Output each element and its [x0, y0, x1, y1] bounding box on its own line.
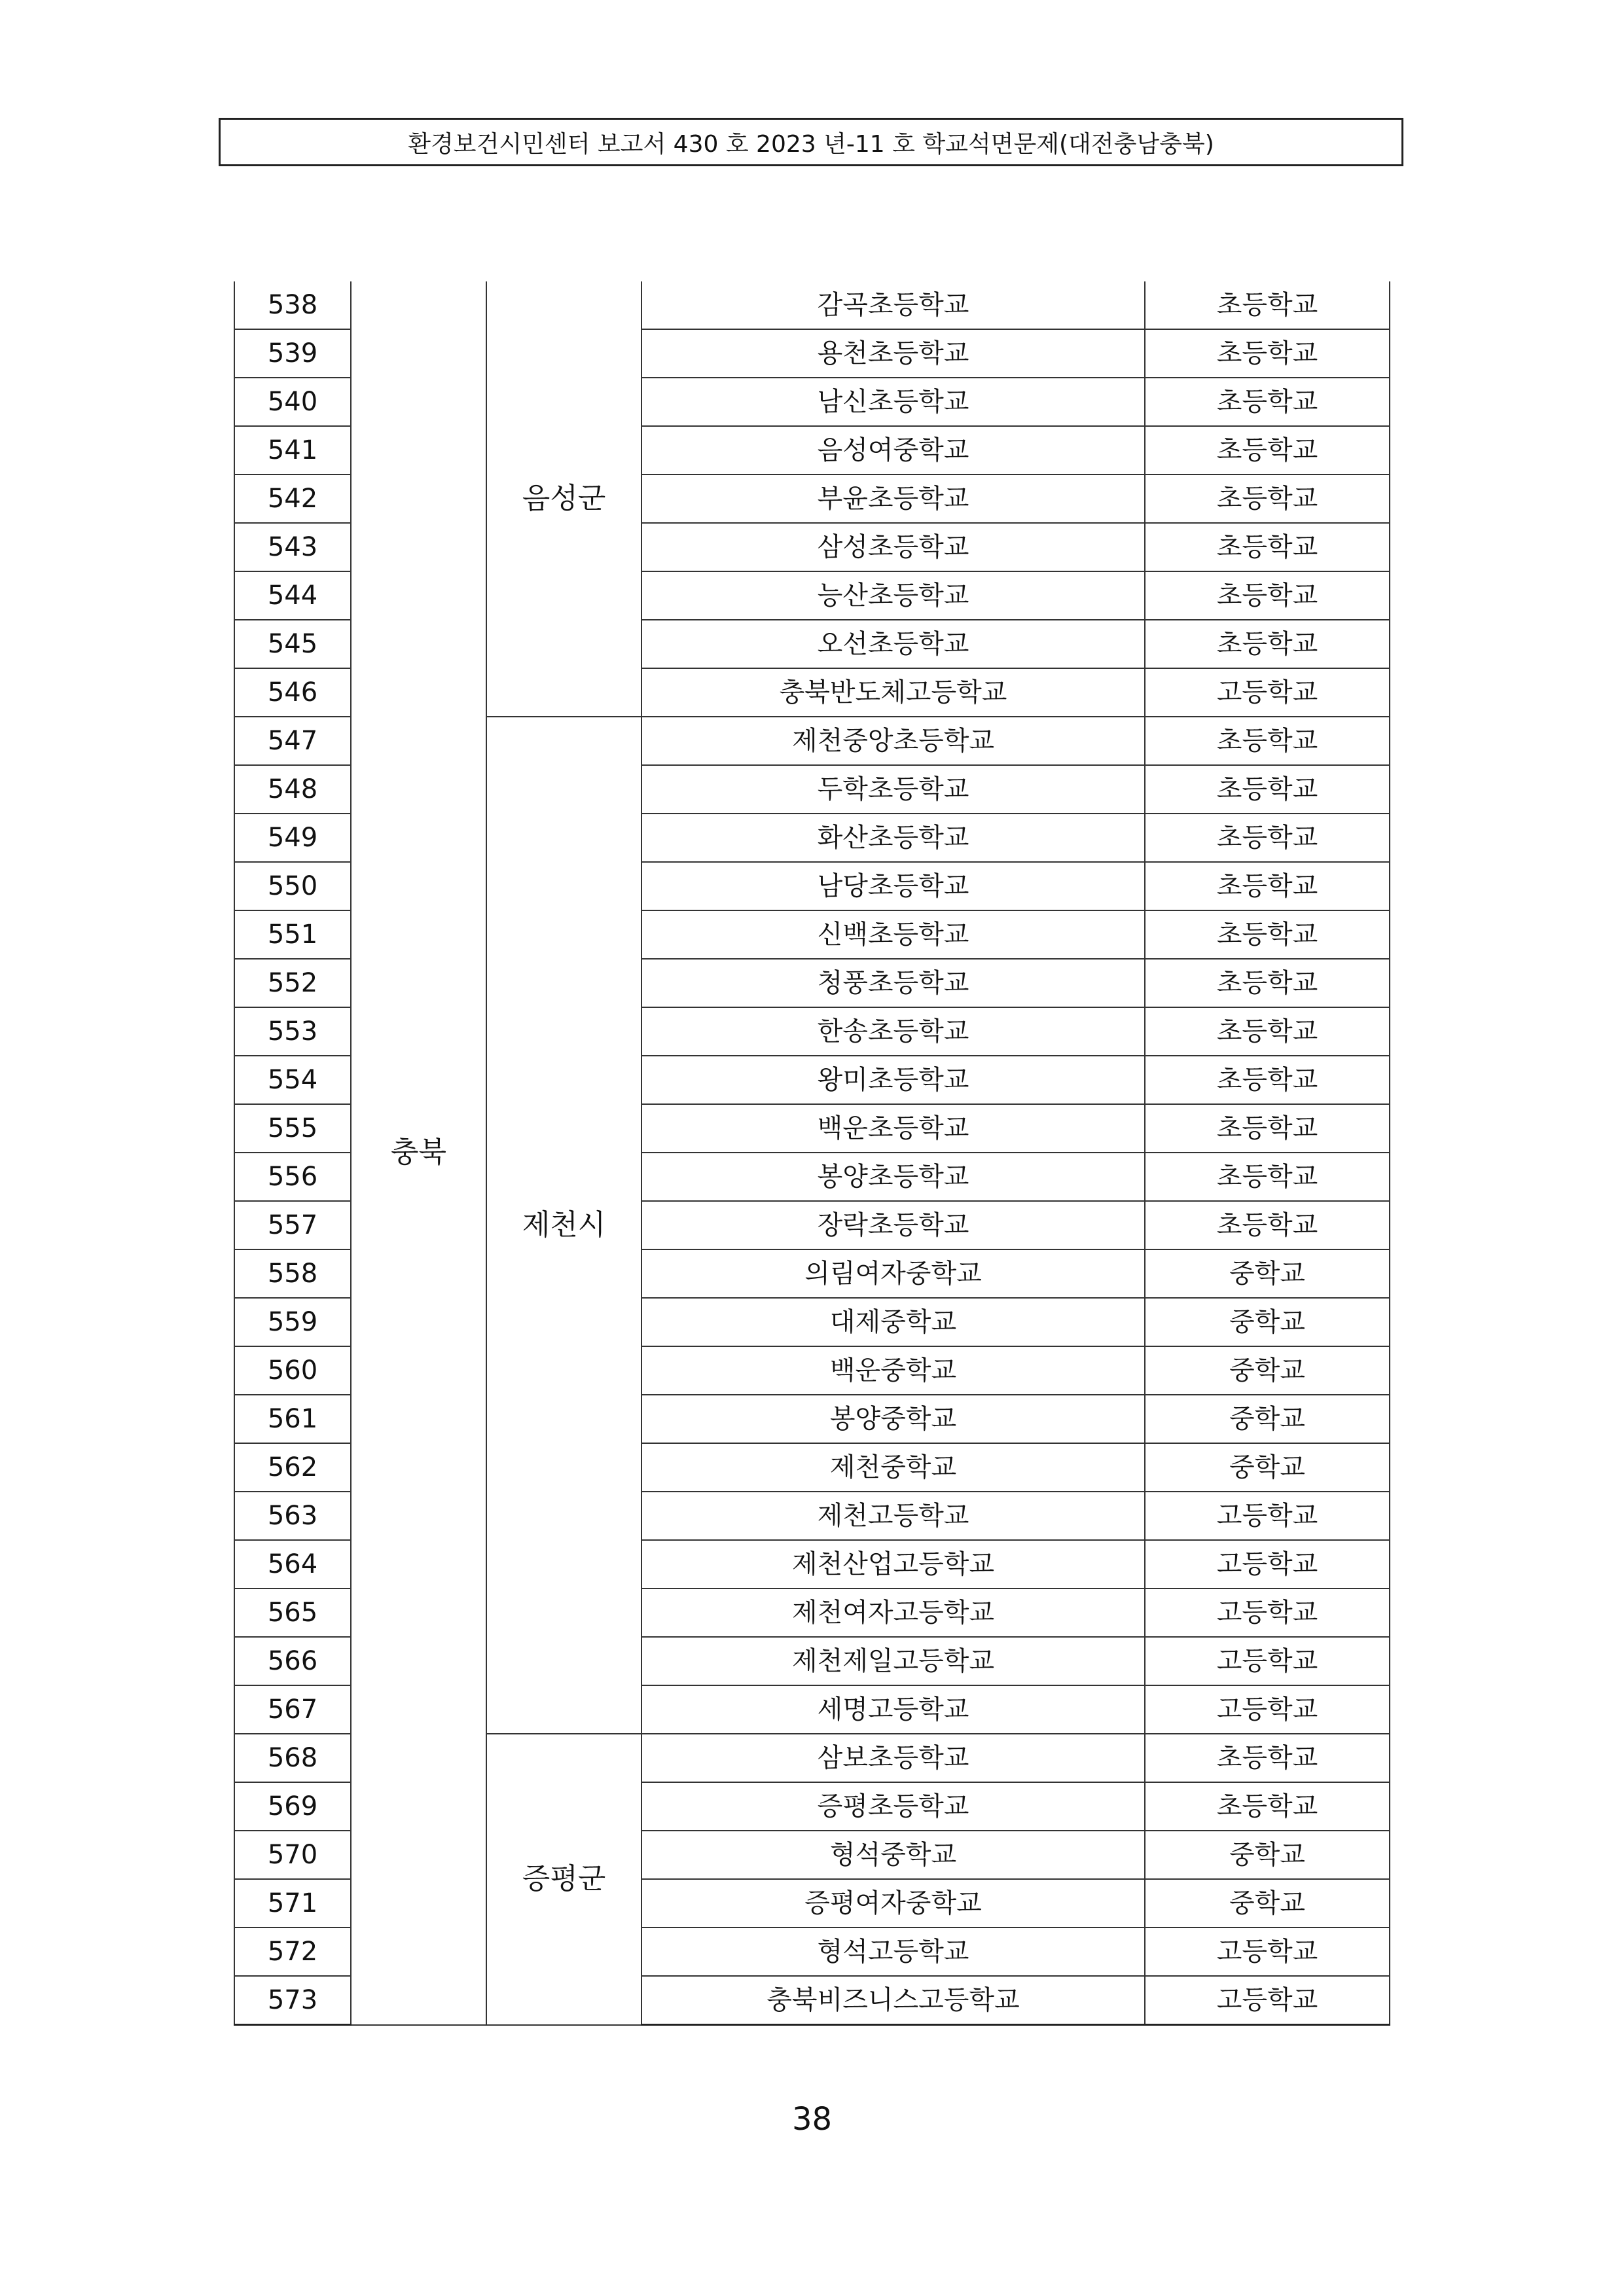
school-name-cell: 감곡초등학교	[641, 281, 1145, 329]
school-name-cell: 청풍초등학교	[641, 959, 1145, 1007]
school-name-cell: 제천중학교	[641, 1443, 1145, 1492]
school-type-cell: 중학교	[1145, 1831, 1390, 1879]
school-name-cell: 삼보초등학교	[641, 1734, 1145, 1782]
school-type-cell: 초등학교	[1145, 1104, 1390, 1153]
row-number: 562	[234, 1443, 351, 1492]
row-number: 538	[234, 281, 351, 329]
region-cell: 충북	[351, 281, 486, 2025]
school-type-cell: 초등학교	[1145, 329, 1390, 378]
row-number: 552	[234, 959, 351, 1007]
school-name-cell: 의림여자중학교	[641, 1249, 1145, 1298]
row-number: 547	[234, 717, 351, 765]
school-type-cell: 초등학교	[1145, 814, 1390, 862]
school-type-cell: 초등학교	[1145, 571, 1390, 620]
school-name-cell: 제천중앙초등학교	[641, 717, 1145, 765]
school-name-cell: 제천여자고등학교	[641, 1588, 1145, 1637]
school-name-cell: 삼성초등학교	[641, 523, 1145, 571]
row-number: 543	[234, 523, 351, 571]
row-number: 560	[234, 1346, 351, 1395]
school-type-cell: 초등학교	[1145, 1734, 1390, 1782]
school-name-cell: 세명고등학교	[641, 1685, 1145, 1734]
school-type-cell: 고등학교	[1145, 1976, 1390, 2025]
school-type-cell: 초등학교	[1145, 717, 1390, 765]
row-number: 569	[234, 1782, 351, 1831]
school-name-cell: 백운초등학교	[641, 1104, 1145, 1153]
school-type-cell: 초등학교	[1145, 1153, 1390, 1201]
school-name-cell: 봉양중학교	[641, 1395, 1145, 1443]
school-type-cell: 고등학교	[1145, 1588, 1390, 1637]
row-number: 571	[234, 1879, 351, 1928]
row-number: 557	[234, 1201, 351, 1249]
school-type-cell: 중학교	[1145, 1346, 1390, 1395]
school-name-cell: 형석중학교	[641, 1831, 1145, 1879]
row-number: 541	[234, 426, 351, 475]
row-number: 553	[234, 1007, 351, 1056]
row-number: 572	[234, 1928, 351, 1976]
row-number: 551	[234, 910, 351, 959]
row-number: 558	[234, 1249, 351, 1298]
school-type-cell: 고등학교	[1145, 1492, 1390, 1540]
report-header: 환경보건시민센터 보고서 430 호 2023 년-11 호 학교석면문제(대전충남충북)	[219, 118, 1403, 166]
district-cell: 증평군	[486, 1734, 641, 2025]
district-cell: 제천시	[486, 717, 641, 1734]
school-type-cell: 초등학교	[1145, 1056, 1390, 1104]
school-name-cell: 제천산업고등학교	[641, 1540, 1145, 1588]
school-name-cell: 화산초등학교	[641, 814, 1145, 862]
school-type-cell: 중학교	[1145, 1879, 1390, 1928]
school-type-cell: 고등학교	[1145, 668, 1390, 717]
row-number: 540	[234, 378, 351, 426]
school-name-cell: 증평여자중학교	[641, 1879, 1145, 1928]
row-number: 550	[234, 862, 351, 910]
row-number: 556	[234, 1153, 351, 1201]
row-number: 554	[234, 1056, 351, 1104]
table-body	[234, 281, 1390, 2025]
school-type-cell: 초등학교	[1145, 475, 1390, 523]
row-number: 565	[234, 1588, 351, 1637]
school-name-cell: 두학초등학교	[641, 765, 1145, 814]
school-name-cell: 백운중학교	[641, 1346, 1145, 1395]
school-name-cell: 봉양초등학교	[641, 1153, 1145, 1201]
school-name-cell: 대제중학교	[641, 1298, 1145, 1346]
school-type-cell: 초등학교	[1145, 910, 1390, 959]
school-name-cell: 장락초등학교	[641, 1201, 1145, 1249]
school-type-cell: 고등학교	[1145, 1685, 1390, 1734]
row-number: 539	[234, 329, 351, 378]
school-type-cell: 중학교	[1145, 1395, 1390, 1443]
row-number: 573	[234, 1976, 351, 2025]
row-number: 567	[234, 1685, 351, 1734]
school-name-cell: 제천고등학교	[641, 1492, 1145, 1540]
school-type-cell: 초등학교	[1145, 1782, 1390, 1831]
row-number: 568	[234, 1734, 351, 1782]
school-name-cell: 형석고등학교	[641, 1928, 1145, 1976]
row-number: 548	[234, 765, 351, 814]
school-type-cell: 초등학교	[1145, 378, 1390, 426]
district-cell: 음성군	[486, 281, 641, 717]
page-number: 38	[791, 2101, 833, 2138]
school-name-cell: 용천초등학교	[641, 329, 1145, 378]
row-number: 544	[234, 571, 351, 620]
school-name-cell: 부윤초등학교	[641, 475, 1145, 523]
school-type-cell: 초등학교	[1145, 281, 1390, 329]
school-type-cell: 고등학교	[1145, 1540, 1390, 1588]
row-number: 549	[234, 814, 351, 862]
school-name-cell: 능산초등학교	[641, 571, 1145, 620]
school-type-cell: 초등학교	[1145, 620, 1390, 668]
school-name-cell: 남당초등학교	[641, 862, 1145, 910]
row-number: 564	[234, 1540, 351, 1588]
row-number: 545	[234, 620, 351, 668]
school-type-cell: 중학교	[1145, 1249, 1390, 1298]
school-type-cell: 고등학교	[1145, 1637, 1390, 1685]
row-number: 561	[234, 1395, 351, 1443]
school-type-cell: 초등학교	[1145, 1007, 1390, 1056]
school-type-cell: 고등학교	[1145, 1928, 1390, 1976]
school-name-cell: 신백초등학교	[641, 910, 1145, 959]
table-row	[234, 281, 1390, 329]
row-number: 563	[234, 1492, 351, 1540]
school-name-cell: 왕미초등학교	[641, 1056, 1145, 1104]
school-type-cell: 중학교	[1145, 1443, 1390, 1492]
row-number: 570	[234, 1831, 351, 1879]
school-name-cell: 한송초등학교	[641, 1007, 1145, 1056]
school-type-cell: 중학교	[1145, 1298, 1390, 1346]
row-number: 566	[234, 1637, 351, 1685]
school-list-table	[234, 281, 1390, 2026]
row-number: 555	[234, 1104, 351, 1153]
school-type-cell: 초등학교	[1145, 959, 1390, 1007]
school-name-cell: 충북반도체고등학교	[641, 668, 1145, 717]
school-type-cell: 초등학교	[1145, 523, 1390, 571]
school-type-cell: 초등학교	[1145, 862, 1390, 910]
row-number: 546	[234, 668, 351, 717]
school-name-cell: 충북비즈니스고등학교	[641, 1976, 1145, 2025]
school-type-cell: 초등학교	[1145, 426, 1390, 475]
row-number: 559	[234, 1298, 351, 1346]
row-number: 542	[234, 475, 351, 523]
school-type-cell: 초등학교	[1145, 765, 1390, 814]
school-type-cell: 초등학교	[1145, 1201, 1390, 1249]
school-name-cell: 증평초등학교	[641, 1782, 1145, 1831]
school-name-cell: 제천제일고등학교	[641, 1637, 1145, 1685]
school-name-cell: 남신초등학교	[641, 378, 1145, 426]
school-name-cell: 음성여중학교	[641, 426, 1145, 475]
school-name-cell: 오선초등학교	[641, 620, 1145, 668]
